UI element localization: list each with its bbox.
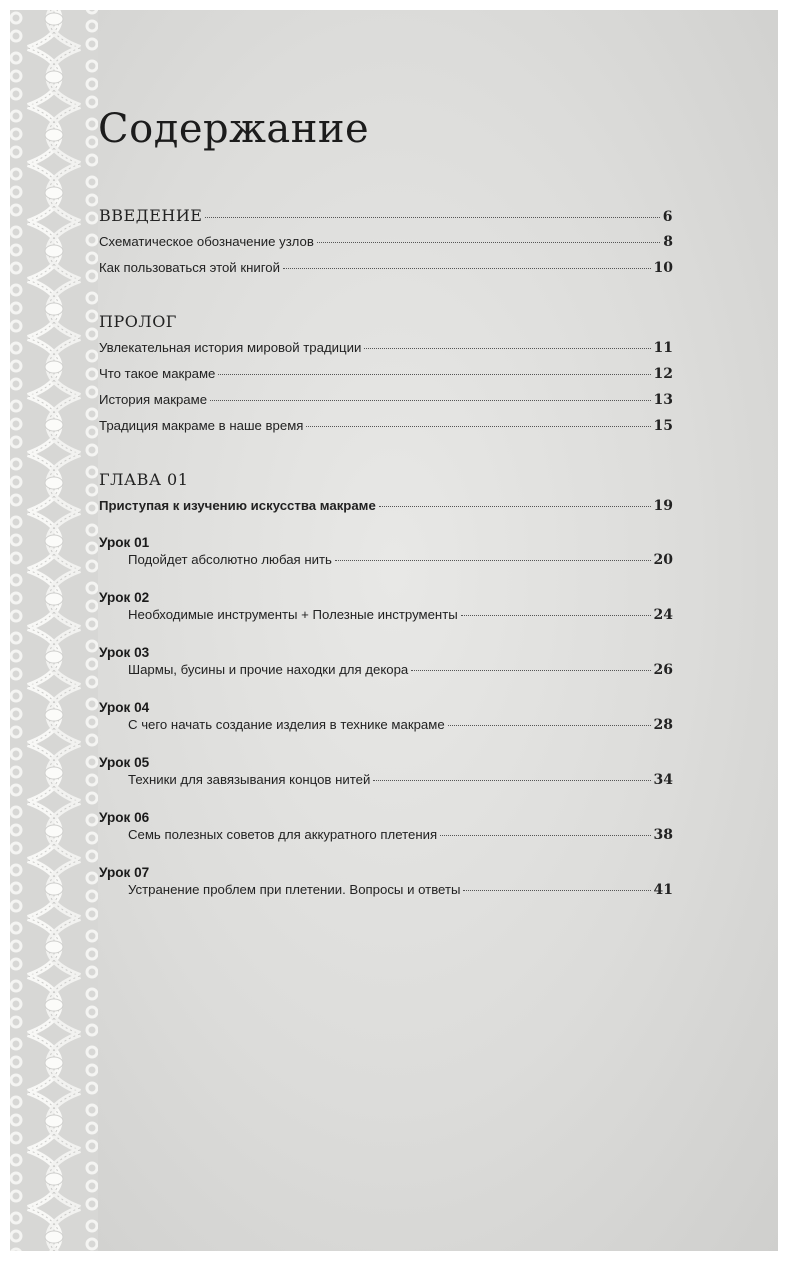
- section-chapter1-heading: [99, 470, 673, 498]
- entry-label: Приступая к изучению искусства макраме: [99, 498, 376, 513]
- page-number: 19: [653, 498, 673, 514]
- lesson-heading: Урок 07: [99, 865, 150, 880]
- leader-dots: [283, 268, 651, 269]
- toc-entry[interactable]: [99, 827, 673, 854]
- leader-dots: [218, 374, 650, 375]
- toc-entry[interactable]: [99, 772, 673, 799]
- page-number: 11: [653, 340, 673, 356]
- leader-dots: [335, 560, 651, 561]
- lace-pattern-image: [10, 10, 98, 1251]
- page-number: 15: [653, 418, 673, 434]
- toc-entry-chapter-subtitle[interactable]: [99, 498, 673, 524]
- section-label: ГЛАВА 01: [99, 470, 189, 489]
- toc-entry[interactable]: [99, 552, 673, 579]
- table-of-contents: [99, 206, 673, 909]
- page-number: 12: [653, 366, 673, 382]
- page-number: 8: [663, 234, 673, 250]
- leader-dots: [448, 725, 651, 726]
- entry-label: Необходимые инструменты + Полезные инструменты: [128, 607, 458, 622]
- page-number: 6: [662, 209, 673, 225]
- page-number: 13: [653, 392, 673, 408]
- entry-label: Шармы, бусины и прочие находки для декора: [128, 662, 409, 677]
- entry-label: Как пользоваться этой книгой: [99, 260, 280, 275]
- toc-entry[interactable]: [99, 418, 673, 444]
- page-number: 41: [653, 882, 673, 898]
- leader-dots: [440, 835, 650, 836]
- entry-label: Техники для завязывания концов нитей: [128, 772, 371, 787]
- toc-entry[interactable]: [99, 234, 673, 260]
- toc-entry[interactable]: [99, 340, 673, 366]
- entry-label: История макраме: [99, 392, 208, 407]
- page-number: 10: [653, 260, 673, 276]
- leader-dots: [317, 242, 660, 243]
- entry-label: Подойдет абсолютно любая нить: [128, 552, 332, 567]
- entry-label: Традиция макраме в наше время: [99, 418, 304, 433]
- page-number: 38: [653, 827, 673, 843]
- leader-dots: [306, 426, 650, 427]
- toc-entry[interactable]: [99, 882, 673, 909]
- toc-entry[interactable]: [99, 366, 673, 392]
- entry-label: Устранение проблем при плетении. Вопросы и ответы: [128, 882, 461, 897]
- page-number: 26: [653, 662, 673, 678]
- section-label: ВВЕДЕНИЕ: [99, 206, 203, 225]
- toc-entry[interactable]: [99, 607, 673, 634]
- page-number: 24: [653, 607, 673, 623]
- entry-label: Что такое макраме: [99, 366, 216, 381]
- entry-label: Увлекательная история мировой традиции: [99, 340, 362, 355]
- leader-dots: [205, 217, 659, 218]
- leader-dots: [461, 615, 651, 616]
- lace-border: [10, 10, 98, 1251]
- toc-entry[interactable]: [99, 662, 673, 689]
- lesson-heading: Урок 02: [99, 590, 150, 605]
- section-intro-heading[interactable]: [99, 206, 673, 234]
- toc-entry[interactable]: [99, 717, 673, 744]
- page-number: 28: [653, 717, 673, 733]
- section-prologue-heading: [99, 312, 673, 340]
- page: [10, 10, 778, 1251]
- leader-dots: [373, 780, 650, 781]
- toc-entry[interactable]: [99, 260, 673, 286]
- lesson-heading: Урок 05: [99, 755, 150, 770]
- leader-dots: [210, 400, 650, 401]
- leader-dots: [463, 890, 650, 891]
- section-label: ПРОЛОГ: [99, 312, 177, 331]
- entry-label: Схематическое обозначение узлов: [99, 234, 314, 249]
- lesson-heading: Урок 01: [99, 535, 150, 550]
- leader-dots: [364, 348, 650, 349]
- leader-dots: [379, 506, 651, 507]
- lesson-heading: Урок 04: [99, 700, 150, 715]
- leader-dots: [411, 670, 650, 671]
- lesson-heading: Урок 06: [99, 810, 150, 825]
- entry-label: С чего начать создание изделия в технике макраме: [128, 717, 445, 732]
- page-number: 34: [653, 772, 673, 788]
- page-number: 20: [653, 552, 673, 568]
- entry-label: Семь полезных советов для аккуратного плетения: [128, 827, 438, 842]
- lesson-heading: Урок 03: [99, 645, 150, 660]
- page-title: Содержание: [98, 106, 370, 152]
- toc-entry[interactable]: [99, 392, 673, 418]
